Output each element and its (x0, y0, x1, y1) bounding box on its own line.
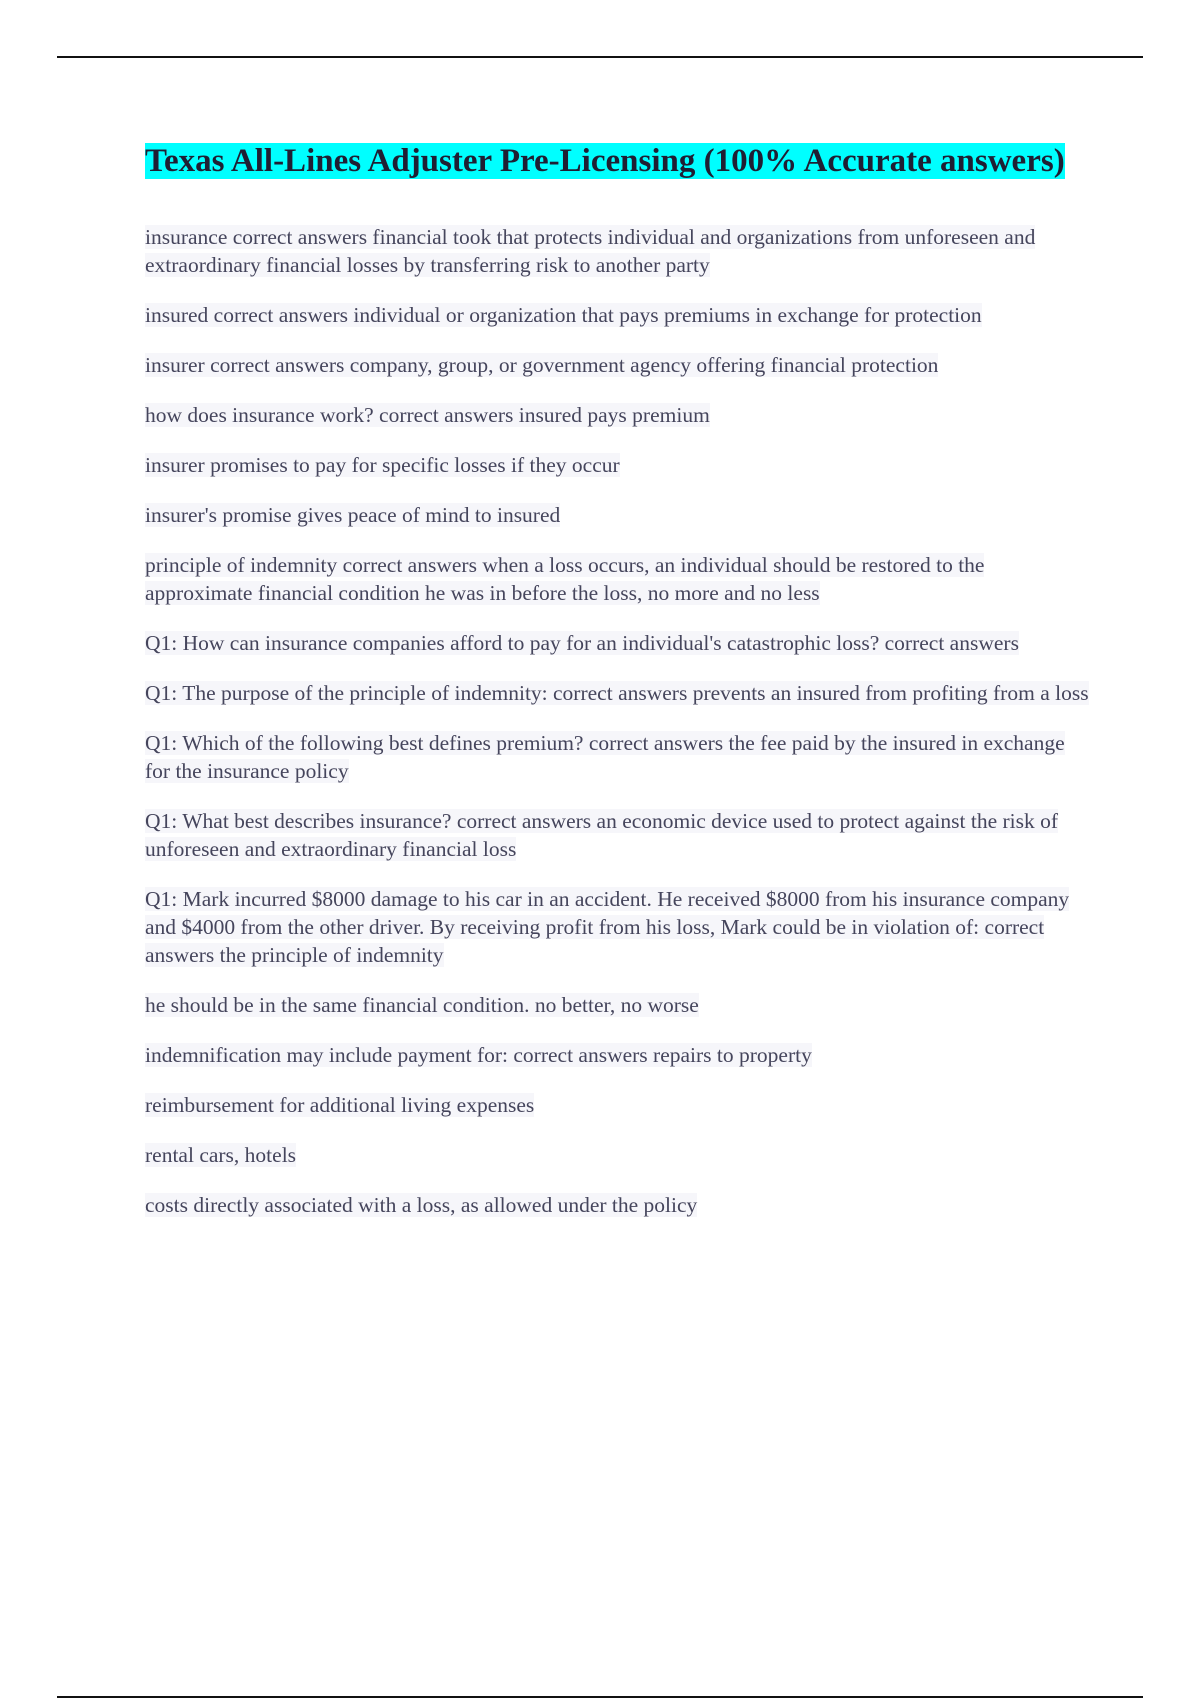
entry-text (145, 679, 1095, 707)
entry-text-span: insurer's promise gives peace of mind to insured (145, 503, 561, 527)
entry-text (145, 1141, 1095, 1169)
entry-text (145, 1041, 1095, 1069)
entry-text-span: insurer correct answers company, group, or government agency offering financial protection (145, 353, 939, 377)
entry-text-span: Q1: Mark incurred $8000 damage to his car in an accident. He received $8000 from his insurance company and $4000 from the other driver. By receiving profit from his loss, Mark could be in violation of: correct answers the principle of indemnity (145, 887, 1070, 967)
entry-text-span: indemnification may include payment for: correct answers repairs to property (145, 1043, 812, 1067)
document-title (145, 140, 1095, 183)
entry-text (145, 223, 1095, 279)
entry-text-span: principle of indemnity correct answers when a loss occurs, an individual should be restored to the approximate financial condition he was in before the loss, no more and no less (145, 553, 985, 605)
entry-text (145, 807, 1095, 863)
entry-text (145, 401, 1095, 429)
document-title-text: Texas All-Lines Adjuster Pre-Licensing (100% Accurate answers) (145, 143, 1065, 179)
entry-text-span: Q1: Which of the following best defines premium? correct answers the fee paid by the insured in exchange for the insurance policy (145, 731, 1065, 783)
entry-text-span: Q1: How can insurance companies afford to pay for an individual's catastrophic loss? correct answers (145, 631, 1019, 655)
entry-text (145, 629, 1095, 657)
entry-text (145, 885, 1095, 969)
entry-text (145, 991, 1095, 1019)
bottom-rule (57, 1696, 1143, 1698)
entry-text (145, 301, 1095, 329)
entry-text (145, 501, 1095, 529)
entry-text-span: insurer promises to pay for specific losses if they occur (145, 453, 620, 477)
entry-text-span: insurance correct answers financial took that protects individual and organizations from unforeseen and extraordinary financial losses by transferring risk to another party (145, 225, 1036, 277)
entry-text-span: he should be in the same financial condition. no better, no worse (145, 993, 699, 1017)
document-body (145, 140, 1095, 1241)
entry-text-span: costs directly associated with a loss, as allowed under the policy (145, 1193, 698, 1217)
entry-text-span: insured correct answers individual or organization that pays premiums in exchange for protection (145, 303, 982, 327)
entry-text (145, 351, 1095, 379)
entry-text-span: Q1: What best describes insurance? correct answers an economic device used to protect against the risk of unforeseen and extraordinary financial loss (145, 809, 1059, 861)
entry-text-span: Q1: The purpose of the principle of indemnity: correct answers prevents an insured from profiting from a loss (145, 681, 1089, 705)
top-rule (57, 56, 1143, 58)
entry-text (145, 451, 1095, 479)
entry-text-span: reimbursement for additional living expenses (145, 1093, 535, 1117)
entry-text (145, 1191, 1095, 1219)
entry-text-span: how does insurance work? correct answers insured pays premium (145, 403, 710, 427)
entry-text (145, 729, 1095, 785)
entry-text (145, 1091, 1095, 1119)
entry-text (145, 551, 1095, 607)
entry-text-span: rental cars, hotels (145, 1143, 297, 1167)
